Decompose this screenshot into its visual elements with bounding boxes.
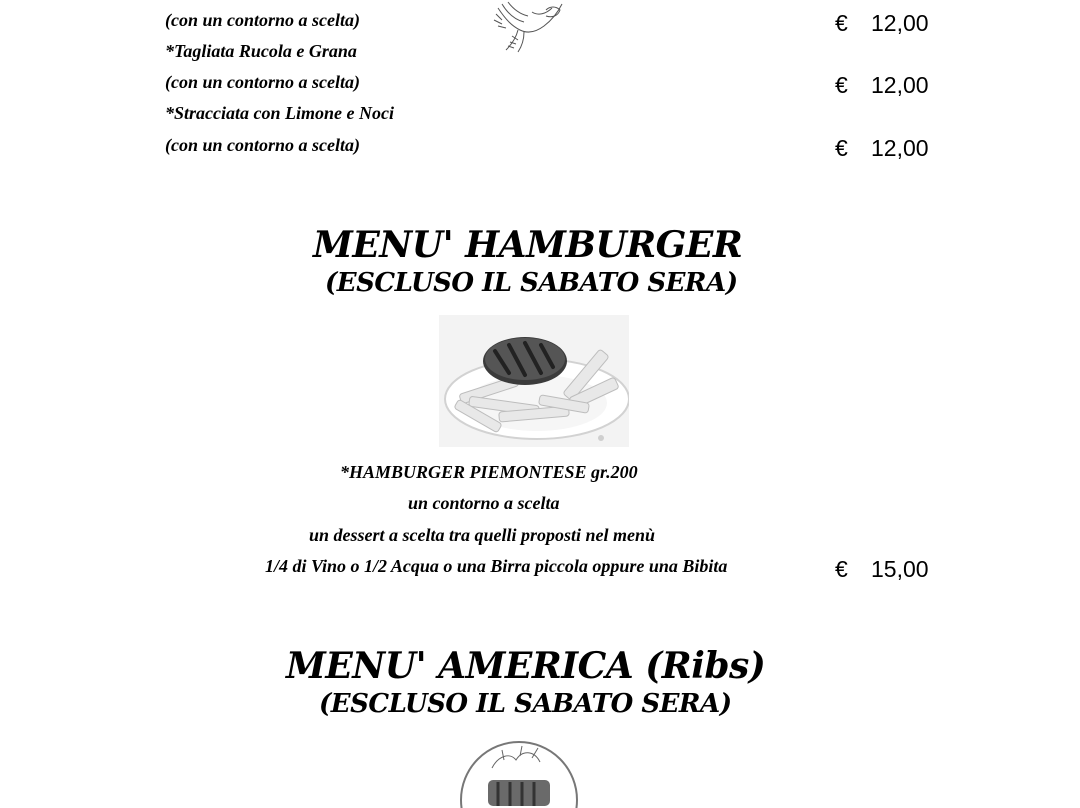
top-item-1-currency: € [835, 10, 848, 36]
hamburger-photo [439, 315, 629, 447]
hamburger-price [835, 556, 929, 582]
top-item-2-price [835, 72, 929, 98]
hamburger-photo-svg [439, 315, 629, 447]
hamburger-line-2: un contorno a scelta [408, 493, 560, 513]
hamburger-title: MENU' HAMBURGER [313, 224, 743, 266]
top-item-2-price-value: 12,00 [871, 72, 929, 98]
top-item-3-price-value: 12,00 [871, 135, 929, 161]
top-item-1-line-1: (con un contorno a scelta) [165, 10, 361, 30]
hamburger-price-value: 15,00 [871, 556, 929, 582]
top-item-3-line-1: *Stracciata con Limone e Noci [165, 103, 394, 123]
ribs-illustration-svg [458, 738, 580, 808]
ribs-illustration [458, 738, 580, 808]
top-item-2-line-2: (con un contorno a scelta) [165, 72, 361, 92]
america-subtitle: (ESCLUSO IL SABATO SERA) [319, 689, 732, 719]
hamburger-currency: € [835, 556, 848, 582]
hamburger-line-1: *HAMBURGER PIEMONTESE gr.200 [340, 462, 638, 482]
america-title: MENU' AMERICA (Ribs) [286, 645, 766, 687]
rooster-illustration [488, 0, 574, 56]
top-item-3-price [835, 135, 929, 161]
top-item-2-currency: € [835, 72, 848, 98]
top-item-2-line-1: *Tagliata Rucola e Grana [165, 41, 357, 61]
top-item-3-currency: € [835, 135, 848, 161]
top-item-1-price-value: 12,00 [871, 10, 929, 36]
hamburger-subtitle: (ESCLUSO IL SABATO SERA) [325, 268, 738, 298]
hamburger-line-4: 1/4 di Vino o 1/2 Acqua o una Birra piccola oppure una Bibita [265, 556, 728, 576]
top-item-1-price [835, 10, 929, 36]
top-item-3-line-2: (con un contorno a scelta) [165, 135, 361, 155]
hamburger-line-3: un dessert a scelta tra quelli proposti nel menù [309, 525, 656, 545]
